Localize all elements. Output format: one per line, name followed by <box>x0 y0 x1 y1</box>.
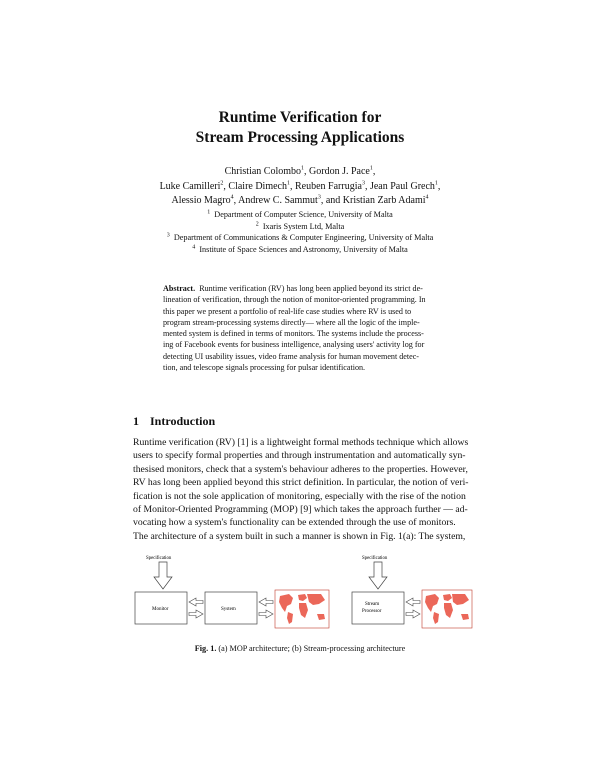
spec-label-a: Specification <box>146 556 172 561</box>
stream-label-2: Processor <box>362 609 382 614</box>
affiliation-list <box>0 209 600 255</box>
author-sup: 4 <box>425 194 429 201</box>
author-name: Alessio Magro <box>171 195 231 206</box>
abstract-label: Abstract. <box>163 284 196 293</box>
abstract-line: this paper we present a portfolio of real-life case studies where RV is used to <box>163 306 412 316</box>
left-arrow-icon <box>406 598 420 606</box>
stream-processor-box <box>352 592 404 624</box>
body-line: of Monitor-Oriented Programming (MOP) [9] which takes the approach further — ad- <box>133 504 468 516</box>
down-arrow-icon <box>154 562 172 589</box>
abstract-line: mented system is defined in terms of monitors. The systems include the process- <box>163 329 424 339</box>
author-sup: 3 <box>361 180 365 187</box>
affiliation-text: Department of Communications & Computer Engineering, University of Malta <box>173 233 434 242</box>
author-name: Reuben Farrugia <box>295 180 362 192</box>
author-list <box>0 165 600 209</box>
authors-line-2: Luke Camilleri$^2$, Claire Dimech$^1$, Reuben Farrugia$^3$, Jean Paul Grech$^1$, <box>159 180 441 192</box>
abstract-line: tion, and telescope signals processing for pulsar identification. <box>163 363 366 373</box>
author-sup: 1 <box>434 180 438 187</box>
caption-text: (a) MOP architecture; (b) Stream-processing architecture <box>218 644 406 653</box>
abstract-line: program stream-processing systems directly— where all the logic of the imple- <box>163 317 420 327</box>
figure-b <box>352 556 472 628</box>
body-line: vocating how a system's functionality can be extended through the use of monitors. <box>133 517 456 529</box>
title-line-1: Runtime Verification for <box>218 109 382 126</box>
system-label: System <box>221 607 236 612</box>
paper-title <box>0 108 600 148</box>
body-line: The architecture of a system built in such a manner is shown in Fig. 1(a): The system, <box>133 530 466 542</box>
affiliation <box>0 244 600 256</box>
author-sup: 2 <box>220 180 224 187</box>
authors-line-3: Alessio Magro$^4$, Andrew C. Sammut$^3$, and Kristian Zarb Adami$^4$ <box>171 194 429 206</box>
body-line: thesised monitors, check that a system's behaviour adheres to the properties. However, <box>133 463 468 475</box>
affiliation-text: Department of Computer Science, University of Malta <box>214 210 393 219</box>
spec-label-b: Specification <box>362 556 388 561</box>
caption-label: Fig. 1. <box>194 644 217 653</box>
abstract <box>163 283 441 373</box>
right-arrow-icon <box>189 610 203 618</box>
figure-architecture <box>133 548 473 642</box>
author-name: Luke Camilleri <box>159 180 221 192</box>
abstract-line <box>163 283 441 294</box>
left-arrow-icon <box>259 598 273 606</box>
affiliation-sup: 2 <box>255 220 259 227</box>
body-line: RV has long been applied beyond this strict definition. In particular, the notion of veri- <box>133 477 469 489</box>
world-map-icon <box>275 590 329 628</box>
left-arrow-icon <box>189 598 203 606</box>
body-line: users to specify formal properties and through instrumentation and automatically syn- <box>133 450 466 462</box>
author-name: Christian Colombo <box>224 166 302 177</box>
abstract-line: ing of Facebook events for business intelligence, analysing users' activity log for <box>163 340 425 350</box>
author-sup: 3 <box>317 194 321 201</box>
author-sup: 4 <box>230 194 234 201</box>
abstract-line: detecting UI usability issues, video frame analysis for human movement detec- <box>163 351 420 361</box>
author-name: Andrew C. Sammut <box>238 195 318 206</box>
body-line: Runtime verification (RV) [1] is a lightweight formal methods technique which allows <box>133 437 469 448</box>
author-sup: 1 <box>369 165 373 172</box>
right-arrow-icon <box>406 610 420 618</box>
title-line-2: Stream Processing Applications <box>195 129 405 146</box>
section-number: 1 <box>133 414 139 428</box>
affiliation <box>0 209 600 221</box>
affiliation-sup: 3 <box>166 232 170 239</box>
figure-a <box>135 556 329 628</box>
body-text <box>133 436 473 543</box>
down-arrow-icon <box>369 562 387 589</box>
section-title: Introduction <box>150 414 216 428</box>
affiliation-text: Institute of Space Sciences and Astronomy, University of Malta <box>199 244 408 254</box>
affiliation-sup: 1 <box>207 209 211 216</box>
stream-label-1: Stream <box>365 602 380 607</box>
affiliation <box>0 232 600 244</box>
world-map-icon <box>422 590 472 628</box>
right-arrow-icon <box>259 610 273 618</box>
author-name: Claire Dimech <box>228 180 287 192</box>
affiliation-sup: 4 <box>192 243 196 250</box>
section-heading <box>133 414 215 429</box>
author-sup: 1 <box>287 180 290 187</box>
authors-line-1: Christian Colombo$^1$, Gordon J. Pace$^1$, <box>224 165 376 177</box>
affiliation-text: Ixaris System Ltd, Malta <box>262 221 345 231</box>
figure-caption <box>0 644 600 653</box>
author-name: Kristian Zarb Adami <box>342 195 426 206</box>
monitor-label: Monitor <box>152 607 169 612</box>
abstract-line-text: Runtime verification (RV) has long been applied beyond its strict de- <box>199 284 423 293</box>
abstract-line: lineation of verification, through the notion of monitor-oriented programming. In <box>163 295 426 305</box>
author-name: Jean Paul Grech <box>369 180 435 192</box>
affiliation <box>0 221 600 233</box>
author-sup: 1 <box>301 165 305 172</box>
body-line: fication is not the sole application of monitoring, especially with the rise of the notion <box>133 490 466 502</box>
author-name: Gordon J. Pace <box>309 166 370 177</box>
